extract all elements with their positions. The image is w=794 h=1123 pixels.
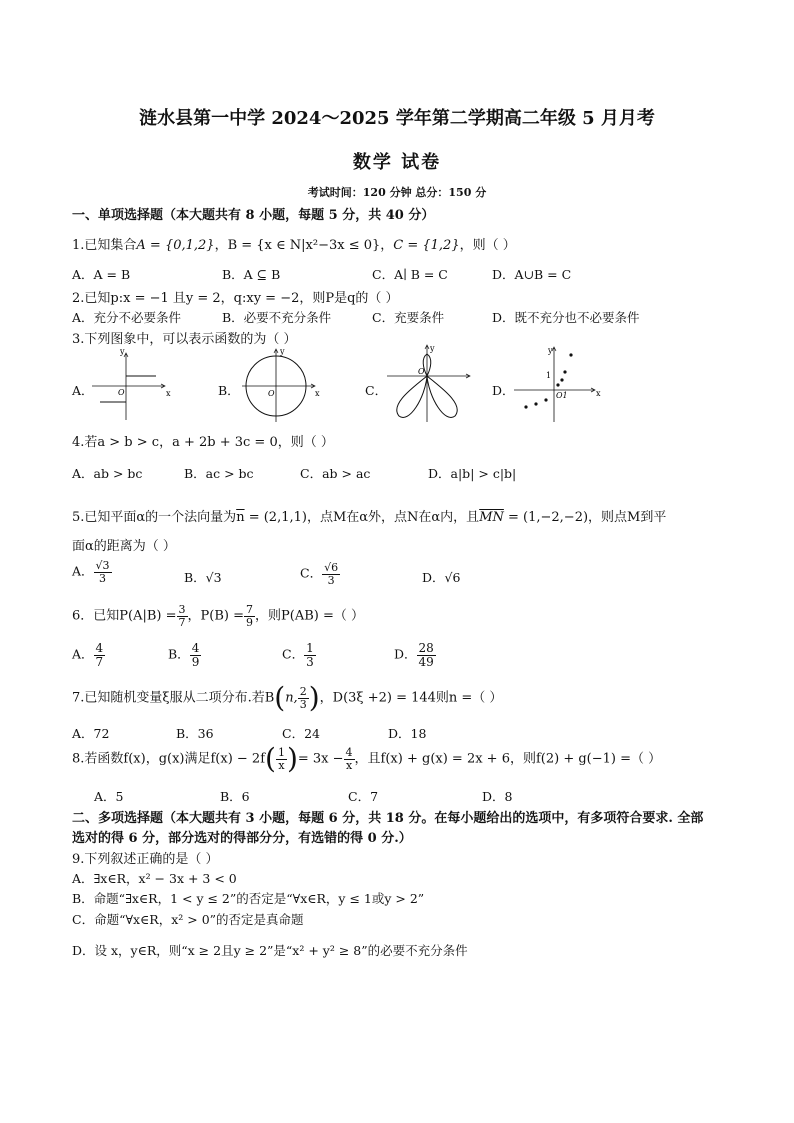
q8-stem-a: 8.若函数f(x)，g(x)满足f(x) − 2f <box>72 751 266 767</box>
graph-c-petal-left <box>397 376 427 417</box>
q4-option-c[interactable]: C．ab > ac <box>300 466 371 481</box>
q6-option-b[interactable] <box>168 642 201 668</box>
q8-option-b[interactable]: B．6 <box>220 789 250 804</box>
q6-d-numerator: 28 <box>418 641 434 655</box>
q1-set-c: C = {1,2} <box>393 238 460 253</box>
question-3-stem: 3.下列图象中，可以表示函数的为（ ） <box>72 332 297 347</box>
q5-a-denominator: 3 <box>99 571 107 585</box>
question-6-stem <box>72 604 364 628</box>
q5-stem-a: 5.已知平面α的一个法向量为 <box>72 510 237 525</box>
question-9-stem: 9.下列叙述正确的是（ ） <box>72 852 219 867</box>
q3-option-b[interactable]: B． <box>218 383 240 398</box>
graph-c-origin-label: O <box>418 367 425 376</box>
q1-option-b[interactable]: B．A ⊆ B <box>222 267 281 282</box>
graph-d-y-label: y <box>548 346 553 355</box>
q6-pab-denominator: 7 <box>178 615 186 629</box>
q5-mn-vector: $\overline{MN}$ <box>479 510 504 525</box>
q8-option-d[interactable]: D．8 <box>482 789 513 804</box>
section-two-heading-line1: 二、多项选择题（本大题共有 3 小题，每题 6 分，共 18 分。在每小题给出的选项中，有多项符合要求. 全部 <box>72 811 704 826</box>
q7-stem-b: ，D(3ξ +2) = 144则n =（ ） <box>319 690 503 706</box>
question-1-stem <box>72 234 516 253</box>
q5-option-a-label: A． <box>72 563 94 579</box>
q6-option-c-label: C． <box>282 646 305 662</box>
q8-inner-denominator: x <box>278 758 285 772</box>
q9-option-a[interactable]: A．∃x∈R，x² − 3x + 3 < 0 <box>72 871 237 886</box>
graph-d-point <box>563 370 566 373</box>
q6-option-b-label: B． <box>168 646 190 662</box>
question-4-stem: 4.若a > b > c，a + 2b + 3c = 0，则（ ） <box>72 435 334 450</box>
q3-graph-a <box>90 346 170 422</box>
q8-option-a[interactable]: A．5 <box>94 789 124 804</box>
q5-stem-b: = (2,1,1)，点M在α外，点N在α内，且 <box>244 510 480 525</box>
graph-b-origin-label: O <box>268 389 275 398</box>
q1-stem-c: ，则（ ） <box>459 238 516 253</box>
q1-option-a[interactable]: A．A = B <box>72 267 131 282</box>
q5-option-c-label: C． <box>300 565 323 581</box>
q8-option-c[interactable]: C．7 <box>348 789 379 804</box>
q7-left-paren: ( <box>274 681 286 714</box>
graph-d-point <box>560 378 563 381</box>
q4-option-d[interactable]: D．a|b| > c|b| <box>428 466 517 481</box>
q6-d-denominator: 49 <box>418 654 434 669</box>
q3-graph-b <box>238 346 322 422</box>
graph-d-point <box>524 405 527 408</box>
q2-option-c[interactable]: C．充要条件 <box>372 310 445 325</box>
q7-stem-a: 7.已知随机变量ξ服从二项分布.若B <box>72 690 275 706</box>
graph-a-y-label: y <box>120 347 125 356</box>
graph-b-y-label: y <box>280 347 285 356</box>
q5-option-c[interactable] <box>300 562 340 586</box>
q5-stem-c: = (1,−2,−2)，则点M到平 <box>503 510 667 525</box>
q6-b-numerator: 4 <box>191 641 200 655</box>
question-2-stem: 2.已知p:x = −1 且y = 2，q:xy = −2，则P是q的（ ） <box>72 291 399 306</box>
q7-p-numerator: 2 <box>299 684 307 698</box>
q6-pb-denominator: 9 <box>246 615 253 629</box>
graph-b-x-label: x <box>315 389 320 398</box>
q7-p-denominator: 3 <box>299 697 307 711</box>
q3-option-a[interactable]: A． <box>72 383 94 398</box>
q8-stem-b: = 3x − <box>297 751 344 767</box>
graph-d-point <box>534 402 537 405</box>
q1-option-d[interactable]: D．A∪B = C <box>492 267 572 282</box>
graph-d-point <box>544 398 547 401</box>
q1-stem-b: ，B = {x ∈ N|x²−3x ≤ 0}， <box>214 238 394 253</box>
q5-c-denominator: 3 <box>327 573 335 587</box>
q7-option-a[interactable]: A．72 <box>72 726 110 741</box>
q5-a-numerator: √3 <box>95 559 110 572</box>
q5-c-numerator: √6 <box>324 561 339 574</box>
q1-set-a: A = {0,1,2} <box>136 238 215 253</box>
question-7-stem <box>72 681 503 714</box>
q6-option-a-label: A． <box>72 646 94 662</box>
q5-option-a[interactable] <box>72 560 112 584</box>
q7-option-c[interactable]: C．24 <box>282 726 320 741</box>
q7-binomial-n: n, <box>285 690 298 706</box>
q3-option-d[interactable]: D． <box>492 383 515 398</box>
graph-a-origin-label: O <box>118 388 125 397</box>
q3-graph-c <box>385 342 475 424</box>
question-5-stem <box>72 506 666 525</box>
q5-option-d[interactable]: D．√6 <box>422 570 461 585</box>
q9-option-b[interactable]: B．命题“∃x∈R，1 < y ≤ 2”的否定是“∀x∈R，y ≤ 1或y > 2” <box>72 891 425 906</box>
graph-d-origin-label: O1 <box>556 391 568 400</box>
q8-left-paren: ( <box>265 742 276 775</box>
graph-d-tick-one: 1 <box>546 371 552 380</box>
q1-stem-a: 1.已知集合 <box>72 238 137 253</box>
q5-option-b[interactable]: B．√3 <box>184 570 222 585</box>
q2-option-a[interactable]: A．充分不必要条件 <box>72 310 182 325</box>
q8-frac-numerator: 4 <box>345 745 353 759</box>
q9-option-d[interactable]: D．设 x，y∈R，则“x ≥ 2且y ≥ 2”是“x² + y² ≥ 8”的必要不充分条件 <box>72 943 468 958</box>
q6-stem-a: 6．已知P(A|B) = <box>72 608 177 624</box>
q6-b-denominator: 9 <box>191 654 200 669</box>
q8-stem-c: ，且f(x) + g(x) = 2x + 6，则f(2) + g(−1) =（ ） <box>354 751 662 767</box>
exam-title: 涟水县第一中学 2024～2025 学年第二学期高二年级 5 月月考 <box>139 108 655 129</box>
q7-option-d[interactable]: D．18 <box>388 726 427 741</box>
q6-c-denominator: 3 <box>306 654 314 669</box>
q8-frac-denominator: x <box>345 758 353 772</box>
q6-a-numerator: 4 <box>95 641 104 655</box>
section-two-heading-line2: 选对的得 6 分，部分选对的得部分分，有选错的得 0 分.） <box>72 831 412 846</box>
q6-pab-numerator: 3 <box>178 603 186 616</box>
q6-option-d[interactable] <box>394 642 436 668</box>
q6-stem-c: ，则P(AB) =（ ） <box>255 608 364 624</box>
graph-a-x-label: x <box>166 389 171 398</box>
subject-title: 数学 试卷 <box>352 152 442 173</box>
exam-info: 考试时间：120 分钟 总分：150 分 <box>307 186 487 199</box>
q5-normal-vector: $\overline{n}$ <box>236 510 245 525</box>
q3-graph-d <box>512 344 602 424</box>
q6-option-d-label: D． <box>394 646 417 662</box>
q6-a-denominator: 7 <box>95 654 104 669</box>
graph-c-petal-right <box>427 376 457 417</box>
q2-option-b[interactable]: B．必要不充分条件 <box>222 310 332 325</box>
graph-d-point <box>556 383 559 386</box>
graph-c-y-label: y <box>430 344 435 353</box>
graph-d-point <box>569 353 572 356</box>
question-8-stem <box>72 742 662 775</box>
q9-option-c[interactable]: C．命题“∀x∈R，x² > 0”的否定是真命题 <box>72 912 304 927</box>
q4-option-b[interactable]: B．ac > bc <box>184 466 254 481</box>
q6-c-numerator: 1 <box>306 641 314 655</box>
q8-inner-numerator: 1 <box>277 745 285 759</box>
q6-option-a[interactable] <box>72 642 105 668</box>
q6-pb-numerator: 7 <box>246 603 253 616</box>
q8-right-paren: ) <box>286 742 298 775</box>
q2-option-d[interactable]: D．既不充分也不必要条件 <box>492 310 640 325</box>
q7-right-paren: ) <box>308 681 320 714</box>
q7-option-b[interactable]: B．36 <box>176 726 214 741</box>
q6-option-c[interactable] <box>282 642 316 668</box>
q4-option-a[interactable]: A．ab > bc <box>72 466 143 481</box>
graph-d-x-label: x <box>596 389 601 398</box>
question-5-stem-cont: 面α的距离为（ ） <box>72 539 176 554</box>
q6-stem-b: ，P(B) = <box>187 608 244 624</box>
q1-option-c[interactable]: C．A∣ B = C <box>372 267 448 282</box>
q3-option-c[interactable]: C． <box>365 383 388 398</box>
section-one-heading: 一、单项选择题（本大题共有 8 小题，每题 5 分，共 40 分） <box>72 208 435 223</box>
